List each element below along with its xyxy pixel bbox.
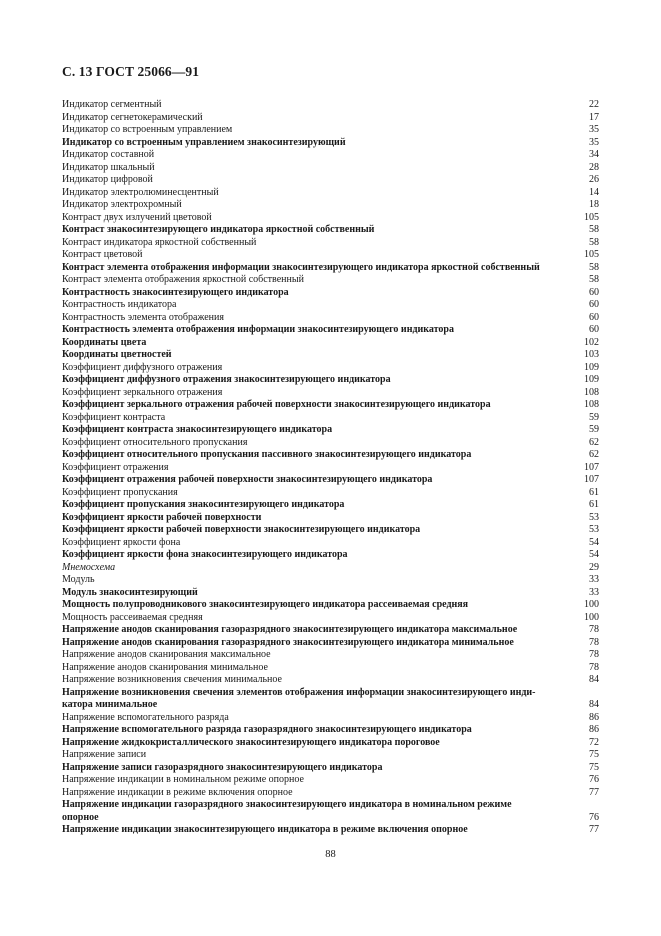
index-entry [62,524,599,537]
index-entry [62,249,599,262]
entry-page-number: 78 [589,649,599,660]
entry-page-number: 53 [589,524,599,535]
entry-term: Контрастность индикатора [62,299,177,310]
entry-page-number: 58 [589,261,599,273]
entry-term: Коэффициент яркости рабочей поверхности [62,511,262,523]
entry-term: Напряжение вспомогательного разряда [62,711,229,723]
entry-page-number: 75 [589,761,599,773]
term-index [62,99,599,837]
index-entry [62,512,599,525]
entry-term: Напряжение записи газоразрядного знакосинтезирующего индикатора [62,761,383,773]
index-entry [62,799,599,812]
index-entry [62,724,599,737]
entry-page-number: 33 [589,586,599,598]
entry-term: опорное [62,811,99,823]
index-entry [62,449,599,462]
index-entry [62,187,599,200]
entry-page-number: 62 [589,449,599,460]
index-entry [62,199,599,212]
index-entry [62,337,599,350]
entry-term: Индикатор составной [62,149,155,160]
index-entry [62,374,599,387]
index-entry [62,649,599,662]
entry-page-number: 100 [584,599,599,610]
index-entry [62,762,599,775]
entry-page-number: 58 [589,274,599,285]
page-header: С. 13 ГОСТ 25066—91 [62,64,200,79]
entry-term: Контраст знакосинтезирующего индикатора яркостной собственный [62,224,375,235]
entry-term: Коэффициент относительного пропускания [62,436,248,448]
index-entry [62,549,599,562]
entry-page-number: 22 [589,99,599,110]
entry-term: Контрастность элемента отображения информации знакосинтезирующего индикатора [62,324,454,335]
entry-term: Контраст двух излучений цветовой [62,211,212,223]
index-entry [62,699,599,712]
entry-page-number: 77 [589,786,599,798]
entry-term: Коэффициент отражения [62,461,169,473]
index-entry [62,612,599,625]
entry-page-number: 102 [584,336,599,348]
entry-term: Напряжение индикации знакосинтезирующего индикатора в режиме включения опорное [62,824,468,835]
entry-term: Коэффициент относительного пропускания пассивного знакосинтезирующего индикатора [62,449,472,460]
entry-term: Напряжение анодов сканирования максимальное [62,649,271,660]
entry-page-number: 78 [589,624,599,635]
entry-page-number: 18 [589,199,599,210]
entry-page-number: 108 [584,386,599,398]
entry-page-number: 33 [589,574,599,585]
index-entry [62,362,599,375]
entry-page-number: 28 [589,161,599,173]
index-entry [62,687,599,700]
entry-term: Напряжение анодов сканирования газоразрядного знакосинтезирующего индикатора максимальное [62,624,518,635]
entry-term: Индикатор электролюминесцентный [62,186,219,198]
entry-page-number: 107 [584,474,599,485]
entry-page-number: 72 [589,736,599,748]
index-entry [62,824,599,837]
entry-term: Коэффициент зеркального отражения [62,386,223,398]
entry-term: Коэффициент пропускания знакосинтезирующего индикатора [62,499,345,510]
index-entry [62,299,599,312]
entry-term: Индикатор шкальный [62,161,155,173]
index-entry [62,412,599,425]
index-entry [62,99,599,112]
entry-term: Коэффициент отражения рабочей поверхности знакосинтезирующего индикатора [62,474,433,485]
entry-page-number: 60 [589,299,599,310]
entry-page-number: 53 [589,511,599,523]
entry-page-number: 62 [589,436,599,448]
index-entry [62,312,599,325]
index-entry [62,224,599,237]
entry-page-number: 14 [589,186,599,198]
entry-term: Координаты цветностей [62,349,172,360]
entry-page-number: 61 [589,486,599,498]
entry-term: Контраст элемента отображения яркостной собственный [62,274,304,285]
entry-page-number: 105 [584,249,599,260]
entry-page-number: 75 [589,749,599,760]
entry-term: Напряжение анодов сканирования газоразрядного знакосинтезирующего индикатора минимальное [62,636,514,648]
index-entry [62,487,599,500]
index-entry [62,562,599,575]
entry-page-number: 58 [589,236,599,248]
index-entry [62,424,599,437]
index-entry [62,637,599,650]
entry-page-number: 78 [589,636,599,648]
entry-term: Индикатор цифровой [62,174,153,185]
index-entry [62,787,599,800]
index-entry [62,599,599,612]
entry-term: Модуль знакосинтезирующий [62,586,198,598]
entry-page-number: 54 [589,536,599,548]
index-entry [62,212,599,225]
entry-page-number: 35 [589,136,599,148]
index-entry [62,499,599,512]
entry-page-number: 109 [584,361,599,373]
index-entry [62,324,599,337]
entry-term: Коэффициент яркости фона знакосинтезирующего индикатора [62,549,348,560]
index-entry [62,174,599,187]
index-entry [62,624,599,637]
entry-page-number: 76 [589,774,599,785]
index-entry [62,399,599,412]
index-entry [62,262,599,275]
entry-page-number: 84 [589,699,599,710]
index-entry [62,162,599,175]
entry-term: катора минимальное [62,699,158,710]
entry-term: Модуль [62,574,95,585]
entry-page-number: 35 [589,124,599,135]
entry-term: Индикатор сегментный [62,99,162,110]
index-entry [62,349,599,362]
entry-term: Коэффициент диффузного отражения знакосинтезирующего индикатора [62,374,391,385]
entry-term: Напряжение жидкокристаллического знакосинтезирующего индикатора пороговое [62,736,440,748]
entry-term: Коэффициент зеркального отражения рабочей поверхности знакосинтезирующего индикатора [62,399,491,410]
entry-page-number: 76 [589,811,599,823]
entry-page-number: 103 [584,349,599,360]
entry-term: Напряжение индикации в режиме включения опорное [62,786,293,798]
index-entry [62,437,599,450]
entry-term: Напряжение записи [62,749,147,760]
entry-term: Коэффициент пропускания [62,486,178,498]
entry-page-number: 86 [589,724,599,735]
entry-term: Напряжение вспомогательного разряда газоразрядного знакосинтезирующего индикатора [62,724,472,735]
entry-page-number: 17 [589,111,599,123]
entry-page-number: 109 [584,374,599,385]
index-entry [62,587,599,600]
index-entry [62,712,599,725]
index-entry [62,537,599,550]
entry-term: Напряжение возникновения свечения минимальное [62,674,282,685]
entry-term: Коэффициент контраста [62,411,166,423]
entry-page-number: 86 [589,711,599,723]
entry-page-number: 60 [589,286,599,298]
entry-page-number: 60 [589,324,599,335]
entry-term: Мощность полупроводникового знакосинтезирующего индикатора рассеиваемая средняя [62,599,469,610]
index-entry [62,287,599,300]
entry-page-number: 60 [589,311,599,323]
page-number: 88 [325,849,336,860]
entry-term: Мощность рассеиваемая средняя [62,611,203,623]
entry-term: Напряжение индикации газоразрядного знакосинтезирующего индикатора в номинальном режиме [62,799,512,810]
index-entry [62,662,599,675]
entry-page-number: 78 [589,661,599,673]
entry-term: Контрастность знакосинтезирующего индикатора [62,286,289,298]
index-entry [62,674,599,687]
entry-term: Индикатор электрохромный [62,199,182,210]
entry-page-number: 61 [589,499,599,510]
entry-term: Коэффициент яркости рабочей поверхности знакосинтезирующего индикатора [62,524,421,535]
entry-term: Коэффициент контраста знакосинтезирующего индикатора [62,424,333,435]
entry-page-number: 108 [584,399,599,410]
entry-page-number: 105 [584,211,599,223]
index-entry [62,237,599,250]
entry-page-number: 59 [589,411,599,423]
index-entry [62,137,599,150]
index-entry [62,149,599,162]
entry-term: Коэффициент яркости фона [62,536,181,548]
entry-page-number: 59 [589,424,599,435]
entry-term: Индикатор со встроенным управлением [62,124,233,135]
index-entry [62,474,599,487]
index-entry [62,574,599,587]
entry-term: Напряжение анодов сканирования минимальное [62,661,268,673]
entry-term: Контраст элемента отображения информации знакосинтезирующего индикатора яркостной собственный [62,261,540,273]
index-entry [62,112,599,125]
entry-page-number: 26 [589,174,599,185]
entry-term: Напряжение возникновения свечения элементов отображения информации знакосинтезирующего инди- [62,686,536,698]
entry-page-number: 29 [589,561,599,573]
entry-term: Контраст цветовой [62,249,143,260]
entry-term: Контраст индикатора яркостной собственный [62,236,257,248]
index-entry [62,124,599,137]
entry-term: Индикатор сегнетокерамический [62,111,203,123]
entry-term: Напряжение индикации в номинальном режиме опорное [62,774,304,785]
index-entry [62,462,599,475]
entry-page-number: 84 [589,674,599,685]
index-entry [62,774,599,787]
entry-term: Контрастность элемента отображения [62,311,224,323]
entry-page-number: 77 [589,824,599,835]
index-entry [62,749,599,762]
entry-term: Коэффициент диффузного отражения [62,361,223,373]
entry-term: Индикатор со встроенным управлением знакосинтезирующий [62,136,346,148]
index-entry [62,812,599,825]
entry-term: Мнемосхема [62,561,116,573]
entry-page-number: 107 [584,461,599,473]
index-entry [62,737,599,750]
index-entry [62,274,599,287]
index-entry [62,387,599,400]
entry-page-number: 100 [584,611,599,623]
entry-page-number: 58 [589,224,599,235]
entry-page-number: 34 [589,149,599,160]
entry-term: Координаты цвета [62,336,147,348]
entry-page-number: 54 [589,549,599,560]
